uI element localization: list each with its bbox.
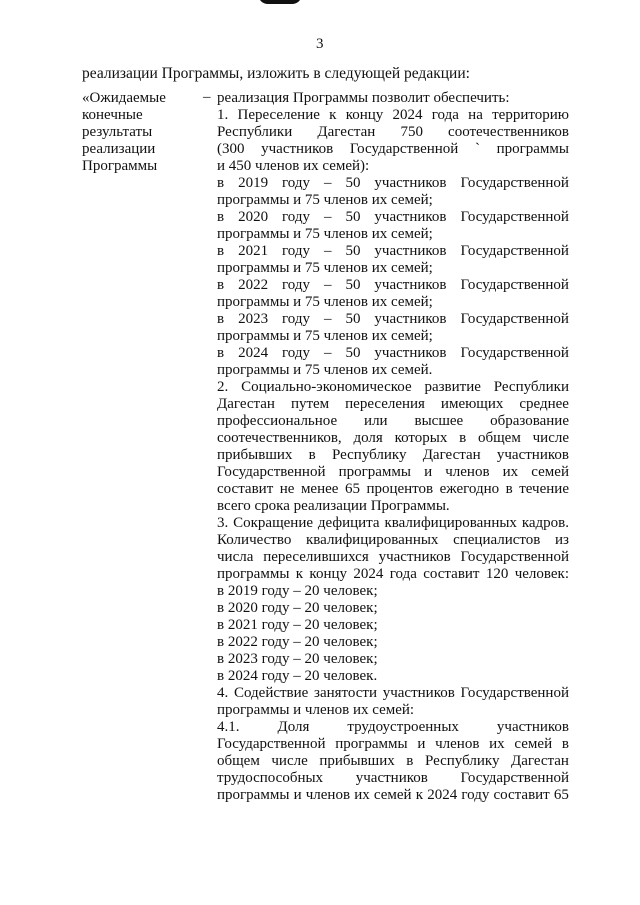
word: 2. (217, 379, 229, 395)
content-line (217, 447, 569, 464)
word: 2020 (238, 209, 269, 225)
word: переселившихся (263, 549, 369, 565)
word: 65 (344, 481, 360, 497)
binding-mark (258, 0, 302, 4)
word: трудоспособных (217, 770, 324, 786)
word: 2024 (353, 566, 384, 582)
word: в (308, 447, 316, 463)
content-line (217, 277, 569, 294)
word: 2021 (238, 243, 269, 259)
word: – (323, 277, 332, 293)
word: Государственной (460, 685, 569, 701)
word: или (364, 413, 388, 429)
word: Государственной (460, 277, 569, 293)
content-line: программы и 75 членов их семей; (217, 294, 433, 310)
word: прибывших (319, 753, 395, 769)
content-line: в 2021 году – 20 человек; (217, 617, 378, 633)
word: занятости (314, 685, 378, 701)
word: к (415, 787, 424, 803)
content-line (217, 430, 569, 447)
word: участников (355, 770, 428, 786)
word: высшее (414, 413, 464, 429)
word: участников (374, 175, 447, 191)
content-line (217, 719, 569, 736)
word: течение (519, 481, 569, 497)
content-line (217, 787, 569, 804)
word: образование (490, 413, 569, 429)
content-line: программы и 75 членов их семей; (217, 260, 433, 276)
word: семей (531, 464, 569, 480)
word: программы (217, 787, 290, 803)
word: трудоустроенных (347, 719, 459, 735)
word: менее (300, 481, 339, 497)
word: 50 (345, 277, 361, 293)
word: в (459, 430, 467, 446)
word: – (323, 311, 332, 327)
content-line (217, 753, 569, 770)
word: Дагестан (511, 753, 569, 769)
word: 2023 (238, 311, 269, 327)
content-line (217, 413, 569, 430)
word: к (295, 566, 304, 582)
content-line (217, 107, 569, 124)
word: 3. (217, 515, 229, 531)
word: 2024 (392, 107, 423, 123)
section-label (82, 90, 192, 175)
word: дефицита (317, 515, 380, 531)
word: – (323, 209, 332, 225)
word: Содействие (233, 685, 309, 701)
word: Социально-экономическое (241, 379, 412, 395)
word: членов (305, 787, 351, 803)
content-line: в 2022 году – 20 человек; (217, 634, 378, 650)
word: 2024 (427, 787, 458, 803)
word: 120 (485, 566, 509, 582)
content-line: программы и 75 членов их семей. (217, 362, 433, 378)
word: Государственной (460, 549, 569, 565)
word: – (323, 345, 332, 361)
intro-line: реализации Программы, изложить в следующей редакции: (82, 65, 470, 82)
word: года (389, 566, 417, 582)
word: Государственной (217, 736, 326, 752)
word: Количество (217, 532, 292, 548)
word: году (461, 787, 490, 803)
word: на (468, 107, 483, 123)
word: ежегодно (439, 481, 500, 497)
word: 750 (400, 124, 423, 140)
word: 50 (345, 311, 361, 327)
word: 4. (217, 685, 229, 701)
word: квалифицированных (384, 515, 517, 531)
word: доля (353, 430, 383, 446)
word: членов (445, 464, 490, 480)
word: человек: (514, 566, 569, 582)
word: кадров. (521, 515, 569, 531)
word: участников (374, 311, 447, 327)
word: 50 (345, 175, 361, 191)
word: года (431, 107, 459, 123)
word: году (282, 175, 311, 191)
content-line: программы и членов их семей: (217, 702, 415, 718)
word: составит (493, 787, 550, 803)
content-line (217, 124, 569, 141)
word: (300 (217, 141, 245, 157)
content-line (217, 685, 569, 702)
word: соотечественников, (217, 430, 342, 446)
word: из (555, 532, 569, 548)
word: переселения (345, 396, 425, 412)
content-line: программы и 75 членов их семей; (217, 226, 433, 242)
word: общем (478, 430, 521, 446)
word: соотечественников (448, 124, 569, 140)
word: процентов (366, 481, 434, 497)
word: году (282, 209, 311, 225)
content-line: всего срока реализации Программы. (217, 498, 450, 514)
word: программы (496, 141, 569, 157)
word: в (505, 481, 513, 497)
content-line: в 2020 году – 20 человек; (217, 600, 378, 616)
word: 2022 (238, 277, 269, 293)
word: общем (217, 753, 260, 769)
content-line (217, 549, 569, 566)
content-line (217, 209, 569, 226)
word: путем (290, 396, 330, 412)
separator-dash: – (203, 89, 211, 105)
word: имеющих (440, 396, 504, 412)
word: в (217, 175, 225, 191)
word: числе (532, 430, 569, 446)
word: 50 (345, 209, 361, 225)
word: участников (382, 685, 455, 701)
word: которых (394, 430, 448, 446)
word: участников (261, 141, 334, 157)
word: и (424, 464, 433, 480)
word: Дагестан (317, 124, 376, 140)
word: 50 (345, 243, 361, 259)
word: в (406, 753, 414, 769)
label-line: конечные (82, 107, 143, 123)
word: и (293, 787, 302, 803)
page-number: 3 (316, 36, 324, 52)
word: профессиональное (217, 413, 338, 429)
word: в (217, 311, 225, 327)
word: числе (271, 753, 308, 769)
word: числа (217, 549, 254, 565)
word: Дагестан (217, 396, 275, 412)
word: программы (335, 736, 408, 752)
word: составит (423, 566, 480, 582)
word: их (502, 464, 519, 480)
label-line: «Ожидаемые (82, 90, 166, 106)
word: не (279, 481, 295, 497)
word: в (217, 209, 225, 225)
word: в (217, 277, 225, 293)
word: Доля (277, 719, 310, 735)
word: Государственной (217, 464, 326, 480)
word: к (329, 107, 337, 123)
word: году (282, 345, 311, 361)
word: 2024 (238, 345, 269, 361)
content-line: в 2023 году – 20 человек; (217, 651, 378, 667)
word: Государственной (460, 209, 569, 225)
word: году (282, 277, 311, 293)
content-line: в 2024 году – 20 человек. (217, 668, 378, 684)
content-line (217, 175, 569, 192)
word: среднее (519, 396, 569, 412)
label-line: Программы (82, 158, 158, 174)
content-line (217, 345, 569, 362)
word: программы (338, 464, 411, 480)
word: и (417, 736, 426, 752)
word: Государственной (460, 345, 569, 361)
word: 50 (345, 345, 361, 361)
word: – (323, 175, 332, 191)
content-line (217, 481, 569, 498)
content-line: реализация Программы позволит обеспечить: (217, 90, 510, 106)
content-line: и 450 членов их семей): (217, 158, 370, 174)
word: Государственной (460, 243, 569, 259)
word: участников (496, 447, 569, 463)
label-line: реализации (82, 141, 156, 157)
word: Переселение (237, 107, 320, 123)
word: Сокращение (233, 515, 314, 531)
word: программы (217, 566, 290, 582)
word: концу (345, 107, 384, 123)
content-line (217, 736, 569, 753)
word: Государственной (460, 770, 569, 786)
content-line: в 2019 году – 20 человек; (217, 583, 378, 599)
word: в (217, 345, 225, 361)
word: прибывших (217, 447, 293, 463)
word: концу (309, 566, 348, 582)
word: участников (374, 209, 447, 225)
word: Государственной (349, 141, 459, 157)
word: Республику (424, 753, 500, 769)
word: квалифицированных (305, 532, 439, 548)
content-line (217, 141, 569, 158)
word: их (354, 787, 370, 803)
word: в (561, 736, 569, 752)
content-line (217, 311, 569, 328)
word: участников (378, 549, 451, 565)
word: участников (496, 719, 569, 735)
content-line (217, 770, 569, 787)
word: семей (514, 736, 553, 752)
word: Государственной (460, 311, 569, 327)
word: ` (474, 141, 480, 157)
word: участников (374, 243, 447, 259)
word: году (282, 311, 311, 327)
label-line: результаты (82, 124, 153, 140)
word: участников (374, 345, 447, 361)
content-line (217, 515, 569, 532)
word: 4.1. (217, 719, 240, 735)
content-line (217, 566, 569, 583)
section-content (217, 90, 569, 804)
word: участников (374, 277, 447, 293)
word: территорию (492, 107, 569, 123)
word: членов (435, 736, 480, 752)
content-line: программы и 75 членов их семей; (217, 328, 433, 344)
content-line: программы и 75 членов их семей; (217, 192, 433, 208)
word: 1. (217, 107, 229, 123)
word: 2019 (238, 175, 269, 191)
word: Дагестан (422, 447, 481, 463)
word: Государственной (460, 175, 569, 191)
word: – (323, 243, 332, 259)
word: развитие (424, 379, 481, 395)
word: Республику (331, 447, 407, 463)
word: 65 (553, 787, 569, 803)
word: году (282, 243, 311, 259)
word: семей (373, 787, 412, 803)
content-line (217, 396, 569, 413)
word: Республики (493, 379, 569, 395)
content-line (217, 243, 569, 260)
content-line (217, 464, 569, 481)
word: составит (217, 481, 274, 497)
content-line (217, 532, 569, 549)
word: их (489, 736, 505, 752)
word: специалистов (453, 532, 541, 548)
content-line (217, 379, 569, 396)
word: в (217, 243, 225, 259)
word: Республики (217, 124, 293, 140)
